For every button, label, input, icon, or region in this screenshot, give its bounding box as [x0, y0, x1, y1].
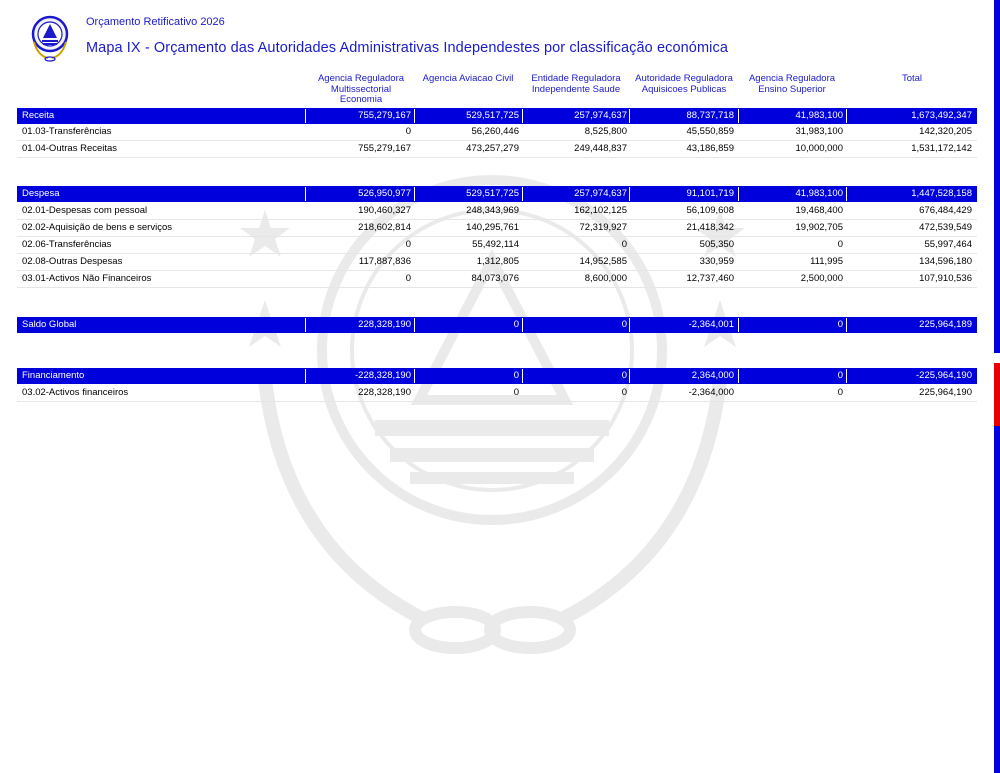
value-cell: 21,418,342 [686, 222, 734, 233]
value-cell: 330,959 [699, 256, 734, 267]
table-row [17, 385, 977, 402]
value-cell: 107,910,536 [919, 273, 972, 284]
table-row [17, 271, 977, 288]
value-cell: 55,997,464 [924, 239, 972, 250]
column-header-aac: Agencia Aviacao Civil [422, 73, 514, 84]
value-cell: 2,500,000 [800, 273, 843, 284]
value-cell: 0 [837, 370, 843, 381]
value-cell: 0 [621, 370, 627, 381]
row-label: 02.06-Transferências [22, 239, 112, 250]
value-cell: 218,602,814 [358, 222, 411, 233]
value-cell: 228,328,190 [358, 319, 411, 330]
row-label: 02.02-Aquisição de bens e serviços [22, 222, 172, 233]
table-row [17, 237, 977, 254]
value-cell: 0 [513, 387, 519, 398]
table-row [17, 124, 977, 141]
section-row-despesa [17, 186, 977, 202]
section-label: Financiamento [22, 370, 85, 381]
value-cell: 755,279,167 [358, 110, 411, 121]
value-cell: 111,995 [810, 256, 843, 267]
row-label: 03.02-Activos financeiros [22, 387, 129, 398]
value-cell: 526,950,977 [358, 188, 411, 199]
value-cell: 0 [837, 387, 843, 398]
value-cell: -2,364,000 [688, 387, 734, 398]
value-cell: 134,596,180 [919, 256, 972, 267]
value-cell: 10,000,000 [795, 143, 843, 154]
value-cell: 140,295,761 [466, 222, 519, 233]
value-cell: 0 [513, 370, 519, 381]
section-row-financiamento [17, 368, 977, 384]
column-header-eris: Entidade Reguladora Independente Saude [531, 73, 621, 95]
value-cell: 755,279,167 [358, 143, 411, 154]
value-cell: 84,073,076 [471, 273, 519, 284]
value-cell: 225,964,190 [919, 387, 972, 398]
table-row [17, 141, 977, 158]
table-row [17, 203, 977, 220]
value-cell: 0 [837, 239, 843, 250]
value-cell: 8,525,800 [584, 126, 627, 137]
value-cell: 228,328,190 [358, 387, 411, 398]
column-header-arme: Agencia Reguladora Multissectorial Economia [317, 73, 405, 105]
row-label: 01.03-Transferências [22, 126, 112, 137]
value-cell: 12,737,460 [686, 273, 734, 284]
value-cell: 19,468,400 [795, 205, 843, 216]
value-cell: 0 [405, 273, 411, 284]
value-cell: 72,319,927 [579, 222, 627, 233]
value-cell: 505,350 [699, 239, 734, 250]
value-cell: 55,492,114 [472, 239, 519, 250]
row-label: 03.01-Activos Não Financeiros [22, 273, 152, 284]
value-cell: 117,887,836 [358, 256, 411, 267]
value-cell: 91,101,719 [686, 188, 734, 199]
row-label: 02.01-Despesas com pessoal [22, 205, 148, 216]
value-cell: 31,983,100 [795, 126, 843, 137]
value-cell: 257,974,637 [574, 110, 627, 121]
report-title: Mapa IX - Orçamento das Autoridades Administrativas Independestes por classificação económica [86, 40, 728, 56]
value-cell: 0 [405, 239, 411, 250]
value-cell: 225,964,189 [919, 319, 972, 330]
value-cell: 45,550,859 [686, 126, 734, 137]
column-headers [0, 74, 1000, 106]
report-subtitle: Orçamento Retificativo 2026 [86, 16, 225, 28]
value-cell: 43,186,859 [686, 143, 734, 154]
table-row [17, 220, 977, 237]
value-cell: 248,343,969 [466, 205, 519, 216]
value-cell: 190,460,327 [358, 205, 411, 216]
value-cell: 41,983,100 [795, 188, 843, 199]
value-cell: 19,902,705 [795, 222, 843, 233]
section-label: Saldo Global [22, 319, 77, 330]
value-cell: 257,974,637 [574, 188, 627, 199]
value-cell: 473,257,279 [466, 143, 519, 154]
value-cell: 529,517,725 [466, 110, 519, 121]
table-row [17, 254, 977, 271]
value-cell: 41,983,100 [795, 110, 843, 121]
value-cell: 56,260,446 [471, 126, 519, 137]
value-cell: 88,737,718 [686, 110, 734, 121]
row-label: 02.08-Outras Despesas [22, 256, 123, 267]
value-cell: 0 [621, 387, 627, 398]
section-row-saldo-global [17, 317, 977, 333]
value-cell: 14,952,585 [579, 256, 627, 267]
value-cell: 142,320,205 [919, 126, 972, 137]
value-cell: 0 [405, 126, 411, 137]
value-cell: 1,673,492,347 [911, 110, 972, 121]
column-header-total: Total [901, 73, 923, 84]
column-header-arap: Autoridade Reguladora Aquisicoes Publicas [635, 73, 733, 95]
value-cell: -2,364,001 [688, 319, 734, 330]
value-cell: 0 [513, 319, 519, 330]
value-cell: 162,102,125 [574, 205, 627, 216]
value-cell: 0 [621, 239, 627, 250]
value-cell: 676,484,429 [919, 205, 972, 216]
value-cell: 529,517,725 [466, 188, 519, 199]
row-label: 01.04-Outras Receitas [22, 143, 118, 154]
right-edge-gap [994, 353, 1000, 363]
value-cell: 8,600,000 [584, 273, 627, 284]
section-label: Receita [22, 110, 55, 121]
value-cell: 472,539,549 [919, 222, 972, 233]
value-cell: 56,109,608 [686, 205, 734, 216]
value-cell: 0 [837, 319, 843, 330]
value-cell: -225,964,190 [916, 370, 972, 381]
column-header-ares: Agencia Reguladora Ensino Superior [748, 73, 836, 95]
coat-of-arms-logo [28, 12, 72, 62]
section-label: Despesa [22, 188, 60, 199]
value-cell: 1,312,805 [476, 256, 519, 267]
value-cell: 0 [621, 319, 627, 330]
right-edge-red-marker [994, 363, 1000, 426]
value-cell: 1,531,172,142 [911, 143, 972, 154]
value-cell: 249,448,837 [574, 143, 627, 154]
value-cell: 2,364,000 [691, 370, 734, 381]
section-row-receita [17, 108, 977, 124]
value-cell: 1,447,528,158 [911, 188, 972, 199]
value-cell: -228,328,190 [355, 370, 411, 381]
